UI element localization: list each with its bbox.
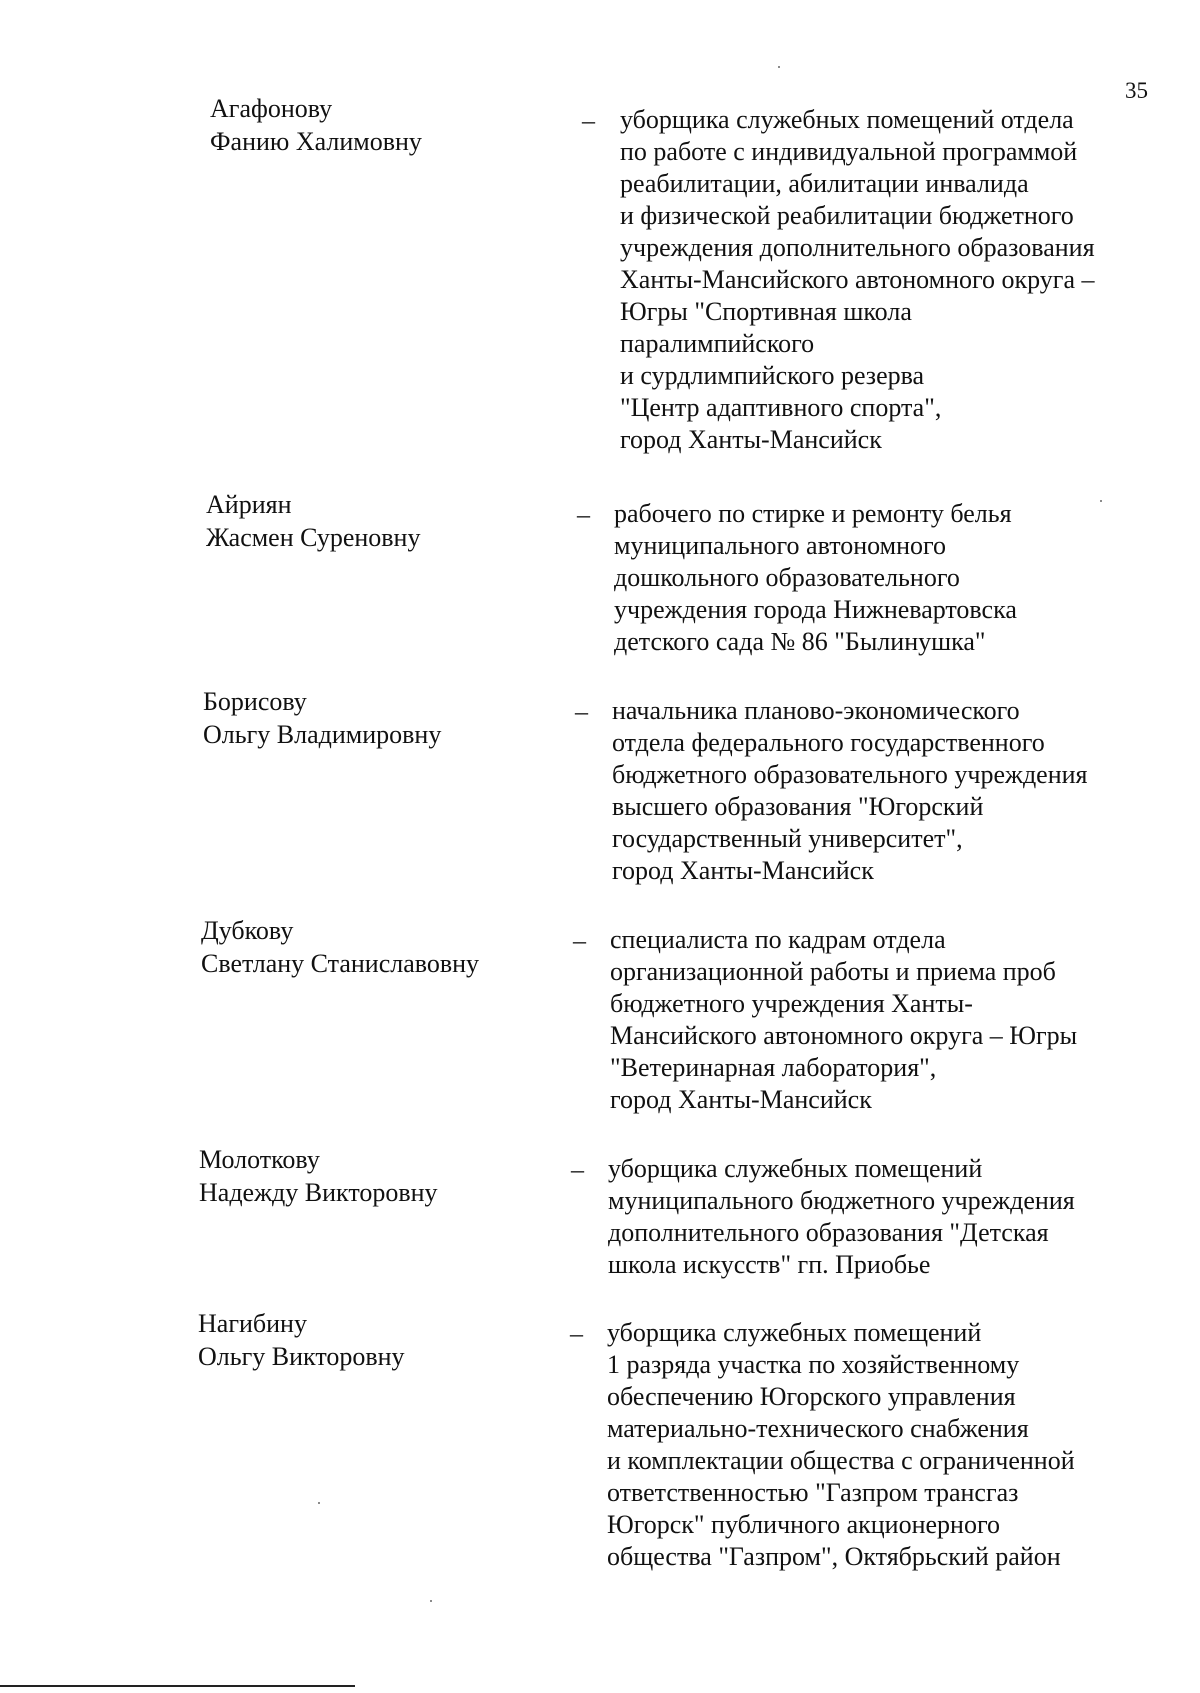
position-description: уборщика служебных помещений отдела по работе с индивидуальной программой реабилитации, абилитации инвалида и физической реабилитации бюджетного учреждения дополнительного образования Ханты-Мансийского автономного округа – Югры "Спортивная школа паралимпийского и сурдлимпийского резерва "Центр адаптивного спорта", город Ханты-Мансийск <box>620 105 1095 454</box>
position-description: рабочего по стирке и ремонту белья муниципального автономного дошкольного образовательного учреждения города Нижневартовска детского сада № 86 "Былинушка" <box>614 499 1017 656</box>
position-description: начальника планово-экономического отдела федерального государственного бюджетного образовательного учреждения высшего образования "Югорский государственный университет", город Ханты-Мансийск <box>612 696 1088 885</box>
dash-separator: – <box>577 500 590 529</box>
person-name: Молоткову Надежду Викторовну <box>199 1145 438 1207</box>
person-name: Агафонову Фанию Халимовну <box>210 94 422 156</box>
dash-separator: – <box>573 926 586 955</box>
person-name: Дубкову Светлану Станиславовну <box>201 916 480 978</box>
person-name: Нагибину Ольгу Викторовну <box>198 1309 405 1371</box>
dash-separator: – <box>571 1155 584 1184</box>
position-description: уборщика служебных помещений муниципального бюджетного учреждения дополнительного образования "Детская школа искусств" гп. Приобье <box>608 1154 1075 1279</box>
scan-speck <box>430 1600 432 1602</box>
page-number: 35 <box>1125 78 1148 103</box>
person-name: Айриян Жасмен Суреновну <box>206 490 421 552</box>
footnote-rule <box>0 1685 355 1687</box>
dash-separator: – <box>570 1319 583 1348</box>
dash-separator: – <box>582 106 595 135</box>
position-description: уборщика служебных помещений 1 разряда участка по хозяйственному обеспечению Югорского управления материально-технического снабжения и комплектации общества с ограниченной ответственностью "Газпром трансгаз Югорск" публичного акционерного общества "Газпром", Октябрьский район <box>607 1318 1075 1571</box>
dash-separator: – <box>575 697 588 726</box>
person-name: Борисову Ольгу Владимировну <box>203 687 442 749</box>
position-description: специалиста по кадрам отдела организационной работы и приема проб бюджетного учреждения Ханты- Мансийского автономного округа – Югры "Ветеринарная лаборатория", город Ханты-Мансийск <box>610 925 1078 1114</box>
scan-speck <box>1100 500 1102 502</box>
scan-speck <box>778 66 780 68</box>
scan-speck <box>318 1502 320 1504</box>
